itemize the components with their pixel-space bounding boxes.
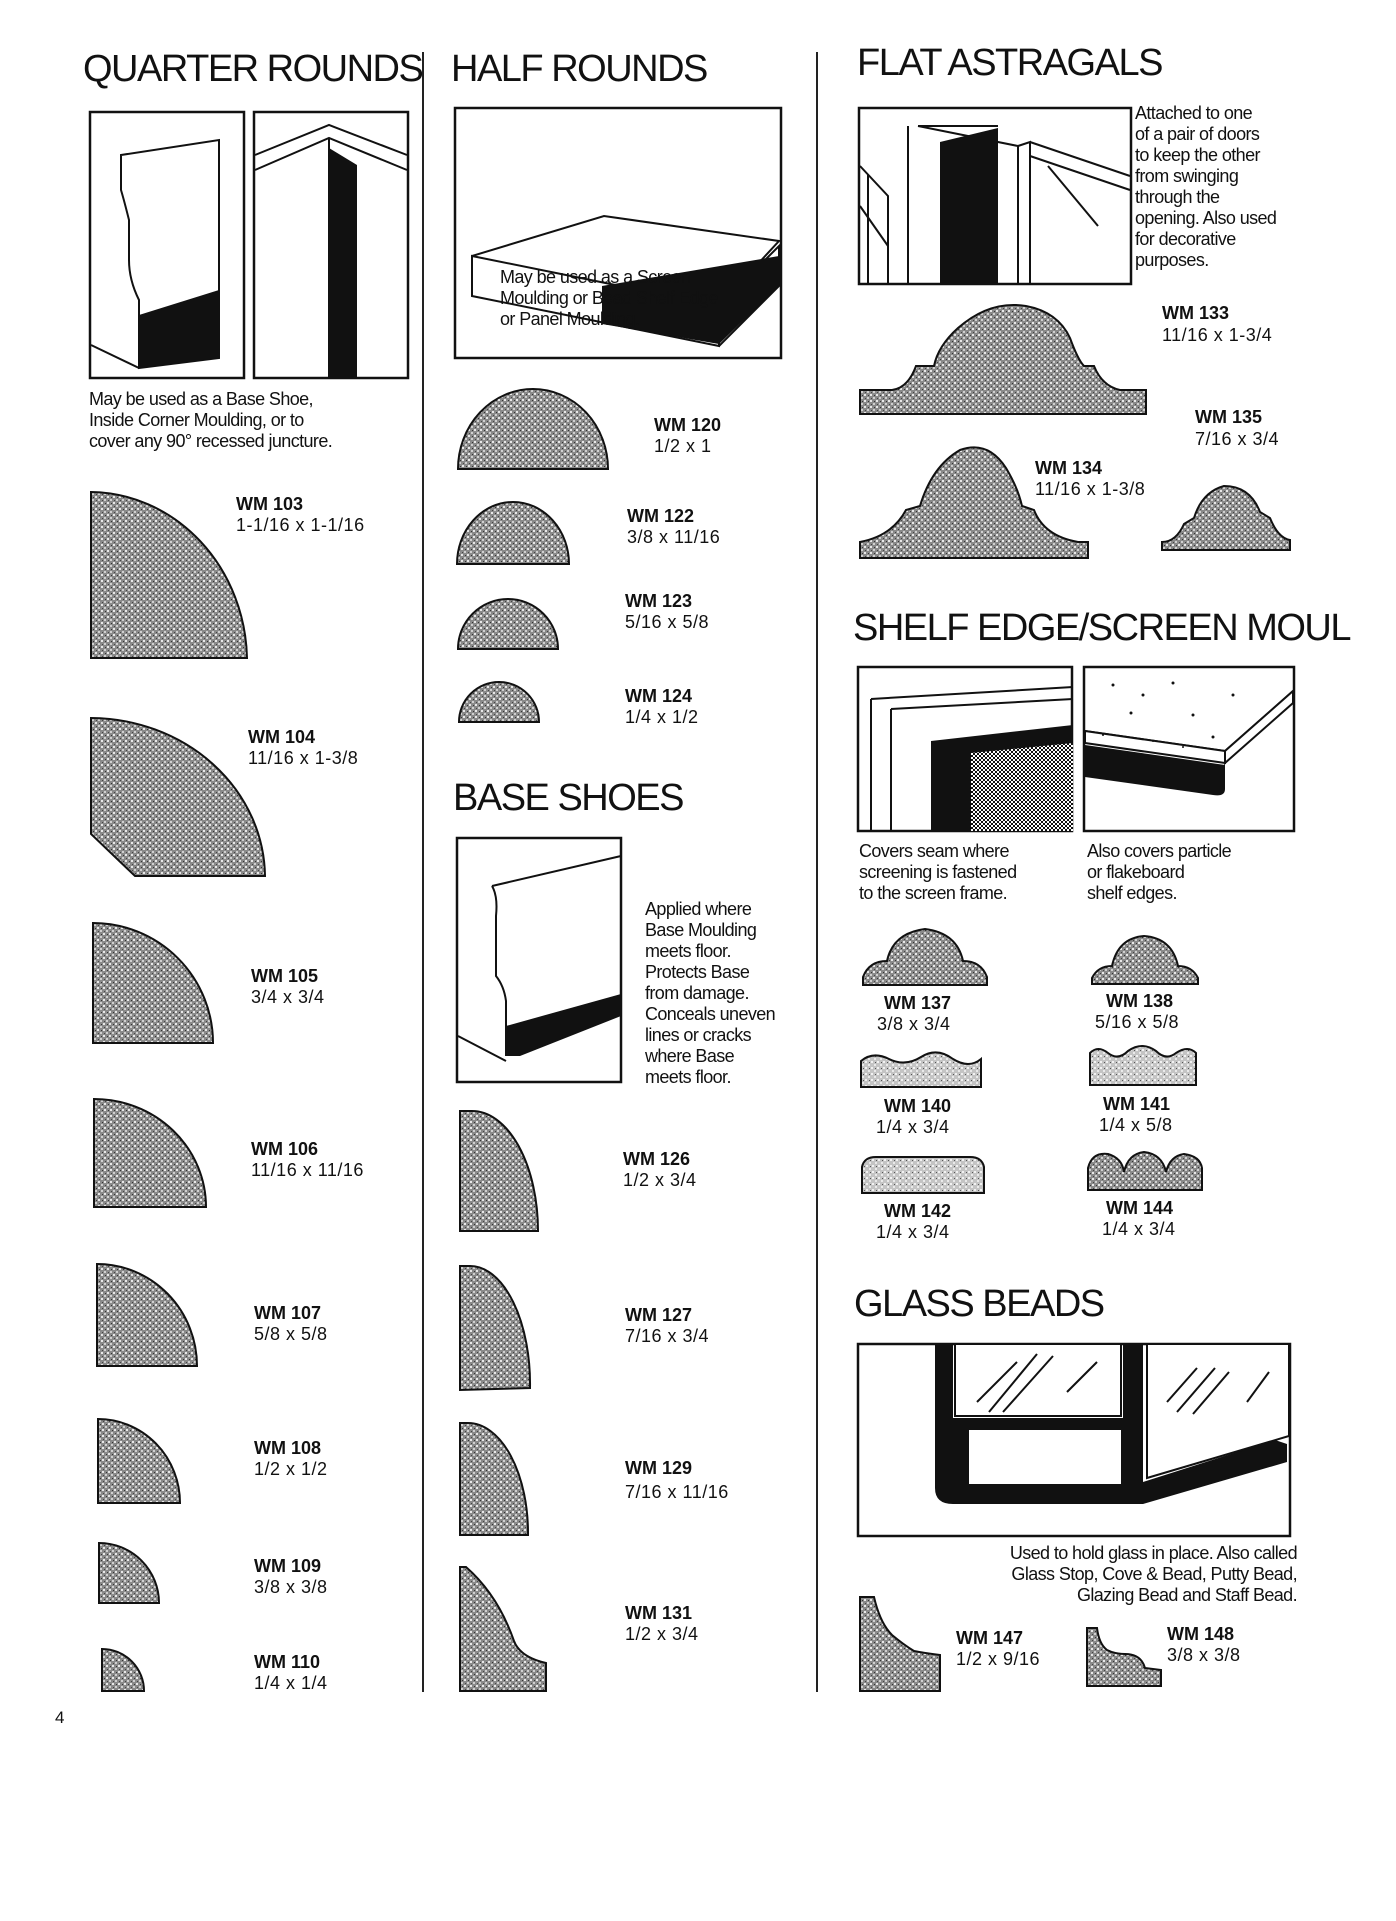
wm-127-profile (458, 1264, 532, 1392)
wm-103-code: WM 103 (236, 494, 304, 514)
wm-108-profile (96, 1417, 182, 1505)
wm-107-profile (95, 1262, 199, 1368)
wm-144-profile (1086, 1148, 1204, 1192)
wm-123-code: WM 123 (625, 591, 693, 611)
wm-122-size: 3/8 x 11/16 (627, 527, 721, 547)
wm-103-size: 1-1/16 x 1-1/16 (236, 515, 365, 535)
wm-148-code: WM 148 (1167, 1624, 1235, 1644)
shelf-edge-title: SHELF EDGE/SCREEN MOUL (853, 607, 1350, 649)
shelf-edge-screen-illustration (857, 665, 1075, 833)
wm-123-profile (456, 597, 560, 651)
quarter-rounds-description: May be used as a Base Shoe, Inside Corner Moulding, or to cover any 90° recessed juncture. (89, 389, 333, 451)
wm-140-code: WM 140 (884, 1096, 952, 1116)
wm-129-profile (458, 1421, 530, 1537)
wm-122-code: WM 122 (627, 506, 695, 526)
wm-120-size: 1/2 x 1 (654, 436, 712, 456)
wm-147-code: WM 147 (956, 1628, 1024, 1648)
wm-140-profile (859, 1049, 983, 1089)
wm-126-profile (458, 1109, 540, 1233)
wm-140-size: 1/4 x 3/4 (876, 1117, 950, 1137)
wm-137-code: WM 137 (884, 993, 952, 1013)
page-number: 4 (55, 1708, 65, 1727)
wm-106-code: WM 106 (251, 1139, 319, 1159)
base-shoes-title: BASE SHOES (453, 777, 683, 819)
wm-129-code: WM 129 (625, 1458, 693, 1478)
wm-104-size: 11/16 x 1-3/8 (248, 748, 359, 768)
flat-astragals-title: FLAT ASTRAGALS (857, 42, 1162, 84)
wm-142-profile (860, 1153, 986, 1195)
wm-103-profile (89, 490, 249, 670)
wm-131-size: 1/2 x 3/4 (625, 1624, 699, 1644)
wm-144-code: WM 144 (1106, 1198, 1174, 1218)
glass-beads-title: GLASS BEADS (854, 1283, 1104, 1325)
wm-133-size: 11/16 x 1-3/4 (1162, 325, 1273, 345)
wm-107-code: WM 107 (254, 1303, 322, 1323)
wm-109-code: WM 109 (254, 1556, 322, 1576)
glass-beads-description: Used to hold glass in place. Also called Glass Stop, Cove & Bead, Putty Bead, Glazing Bead and Staff Bead. (1009, 1543, 1297, 1605)
wm-133-profile (858, 298, 1148, 416)
wm-105-size: 3/4 x 3/4 (251, 987, 325, 1007)
wm-110-size: 1/4 x 1/4 (254, 1673, 328, 1693)
wm-147-profile (858, 1593, 942, 1693)
wm-109-profile (97, 1541, 161, 1605)
wm-110-profile (100, 1647, 146, 1693)
wm-144-size: 1/4 x 3/4 (1102, 1219, 1176, 1239)
wm-142-size: 1/4 x 3/4 (876, 1222, 950, 1242)
shelf-edge-board-illustration (1083, 665, 1297, 833)
wm-133-code: WM 133 (1162, 303, 1230, 323)
wm-104-profile (89, 716, 269, 882)
wm-135-code: WM 135 (1195, 407, 1263, 427)
wm-148-profile (1085, 1624, 1165, 1688)
wm-124-profile (457, 680, 541, 724)
wm-109-size: 3/8 x 3/8 (254, 1577, 328, 1597)
wm-134-size: 11/16 x 1-3/8 (1035, 479, 1146, 499)
wm-108-code: WM 108 (254, 1438, 322, 1458)
wm-120-code: WM 120 (654, 415, 722, 435)
wm-106-size: 11/16 x 11/16 (251, 1160, 364, 1180)
wm-105-profile (91, 921, 217, 1047)
glass-beads-illustration (857, 1342, 1293, 1538)
half-rounds-description: May be used as a Screen Moulding or Bead Shelf Edge or Panel Moulding. (500, 267, 718, 329)
wm-131-profile (458, 1565, 548, 1695)
shelf-edge-description-right: Also covers particle or flakeboard shelf edges. (1087, 841, 1232, 903)
wm-135-size: 7/16 x 3/4 (1195, 429, 1280, 449)
wm-137-size: 3/8 x 3/4 (877, 1014, 951, 1034)
wm-138-profile (1090, 930, 1200, 986)
flat-astragals-illustration (858, 106, 1134, 286)
wm-138-code: WM 138 (1106, 991, 1174, 1011)
wm-134-code: WM 134 (1035, 458, 1103, 478)
wm-126-code: WM 126 (623, 1149, 691, 1169)
shelf-edge-description-left: Covers seam where screening is fastened to the screen frame. (859, 841, 1017, 903)
quarter-rounds-illustration (89, 110, 409, 380)
wm-126-size: 1/2 x 3/4 (623, 1170, 697, 1190)
base-shoes-description: Applied where Base Moulding meets floor. Protects Base from damage. Conceals uneven lines or cracks where Base meets floor. (645, 899, 776, 1087)
wm-124-code: WM 124 (625, 686, 693, 706)
wm-127-size: 7/16 x 3/4 (625, 1326, 710, 1346)
wm-110-code: WM 110 (254, 1652, 321, 1672)
wm-127-code: WM 127 (625, 1305, 693, 1325)
wm-106-profile (92, 1097, 210, 1209)
flat-astragals-description: Attached to one of a pair of doors to keep the other from swinging through the opening. Also used for decorative purposes. (1135, 103, 1277, 270)
wm-105-code: WM 105 (251, 966, 319, 986)
wm-104-code: WM 104 (248, 727, 316, 747)
wm-141-size: 1/4 x 5/8 (1099, 1115, 1173, 1135)
wm-122-profile (455, 500, 571, 566)
wm-147-size: 1/2 x 9/16 (956, 1649, 1041, 1669)
wm-107-size: 5/8 x 5/8 (254, 1324, 328, 1344)
wm-135-profile (1160, 478, 1292, 552)
wm-129-size: 7/16 x 11/16 (625, 1482, 729, 1502)
wm-124-size: 1/4 x 1/2 (625, 707, 699, 727)
wm-141-profile (1088, 1043, 1198, 1087)
quarter-rounds-title: QUARTER ROUNDS (83, 48, 423, 90)
wm-123-size: 5/16 x 5/8 (625, 612, 710, 632)
column-divider-left (422, 52, 424, 1692)
wm-137-profile (861, 923, 989, 987)
base-shoes-illustration (456, 836, 624, 1084)
wm-120-profile (456, 387, 610, 471)
wm-148-size: 3/8 x 3/8 (1167, 1645, 1241, 1665)
wm-142-code: WM 142 (884, 1201, 952, 1221)
wm-131-code: WM 131 (625, 1603, 693, 1623)
wm-138-size: 5/16 x 5/8 (1095, 1012, 1180, 1032)
wm-108-size: 1/2 x 1/2 (254, 1459, 328, 1479)
wm-141-code: WM 141 (1103, 1094, 1171, 1114)
column-divider-right (816, 52, 818, 1692)
half-rounds-title: HALF ROUNDS (451, 48, 707, 90)
